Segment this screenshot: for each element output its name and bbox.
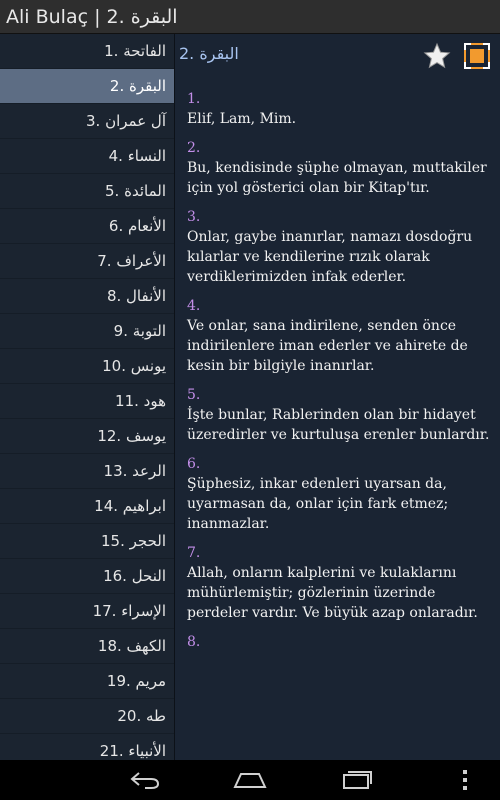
verse-text: Bu, kendisinde şüphe olmayan, muttakiler için yol gösterici olan bir Kitap'tır. [187, 160, 487, 196]
fullscreen-icon [463, 42, 491, 70]
surah-list-item[interactable]: 19. مريم [0, 664, 174, 699]
verse-item [187, 90, 490, 129]
verse-content-pane[interactable] [175, 34, 500, 760]
surah-list-item[interactable]: 13. الرعد [0, 454, 174, 489]
verse-item [187, 386, 490, 445]
surah-list-item[interactable]: 15. الحجر [0, 524, 174, 559]
recents-icon [341, 770, 373, 790]
verse-text: Elif, Lam, Mim. [187, 111, 297, 127]
verse-list[interactable] [175, 82, 500, 652]
verse-text: Şüphesiz, inkar edenleri uyarsan da, uyarmasan da, onlar için fark etmez; inanmazlar. [187, 476, 449, 532]
system-nav-bar [0, 760, 500, 800]
verse-number: 5. [187, 387, 201, 403]
surah-list-item[interactable]: 11. هود [0, 384, 174, 419]
surah-list-item[interactable]: 14. ابراهيم [0, 489, 174, 524]
surah-list-item[interactable]: 7. الأعراف [0, 244, 174, 279]
verse-item [187, 139, 490, 198]
surah-list-item[interactable]: 4. النساء [0, 139, 174, 174]
app-title-bar [0, 0, 500, 34]
verse-number: 2. [187, 140, 201, 156]
surah-list-item[interactable]: 12. يوسف [0, 419, 174, 454]
star-icon [423, 42, 451, 70]
verse-number: 6. [187, 456, 201, 472]
surah-list-item[interactable]: 21. الأنبياء [0, 734, 174, 760]
back-button[interactable] [115, 766, 175, 794]
verse-text: Ve onlar, sana indirilene, senden önce indirilenlere iman ederler ve ahirete de kesin bir bilgiyle inanırlar. [187, 318, 468, 374]
surah-list-item[interactable]: 1. الفاتحة [0, 34, 174, 69]
surah-list-item[interactable]: 3. آل عمران [0, 104, 174, 139]
home-button[interactable] [220, 766, 280, 794]
surah-list-item[interactable]: 8. الأنفال [0, 279, 174, 314]
surah-list-item[interactable]: 18. الكهف [0, 629, 174, 664]
verse-number: 4. [187, 298, 201, 314]
surah-list-item[interactable]: 9. التوبة [0, 314, 174, 349]
verse-text: İşte bunlar, Rablerinden olan bir hidayet üzeredirler ve kurtuluşa erenler bunlardır. [187, 407, 490, 443]
window-title: Ali Bulaç | 2. البقرة [6, 6, 178, 28]
surah-list-item[interactable]: 5. المائدة [0, 174, 174, 209]
verse-item [187, 297, 490, 376]
home-icon [233, 771, 267, 789]
surah-title: 2. البقرة [179, 44, 239, 63]
surah-list-item[interactable]: 6. الأنعام [0, 209, 174, 244]
verse-text: Allah, onların kalplerini ve kulaklarını mühürlemiştir; gözlerinin üzerinde perdeler vardır. Ve büyük azap onlaradır. [187, 565, 478, 621]
overflow-menu-button[interactable] [440, 766, 490, 794]
overflow-menu-icon [461, 768, 469, 792]
verse-number: 8. [187, 634, 201, 650]
verse-item [187, 208, 490, 287]
fullscreen-button[interactable] [461, 40, 493, 72]
verse-item [187, 455, 490, 534]
verse-text: Onlar, gaybe inanırlar, namazı dosdoğru kılarlar ve kendilerine rızık olarak verdiklerimizden infak ederler. [187, 229, 473, 285]
surah-list-item[interactable]: 10. يونس [0, 349, 174, 384]
content-header [175, 34, 500, 82]
verse-number: 7. [187, 545, 201, 561]
verse-item [187, 544, 490, 623]
surah-list[interactable] [0, 34, 175, 760]
surah-list-item-selected[interactable]: 2. البقرة [0, 69, 174, 104]
surah-list-item[interactable]: 16. النحل [0, 559, 174, 594]
surah-list-item[interactable]: 17. الإسراء [0, 594, 174, 629]
verse-item [187, 633, 490, 652]
favorite-star-button[interactable] [421, 40, 453, 72]
recents-button[interactable] [327, 766, 387, 794]
surah-list-item[interactable]: 20. طه [0, 699, 174, 734]
verse-number: 3. [187, 209, 201, 225]
verse-number: 1. [187, 91, 201, 107]
back-icon [129, 770, 161, 790]
